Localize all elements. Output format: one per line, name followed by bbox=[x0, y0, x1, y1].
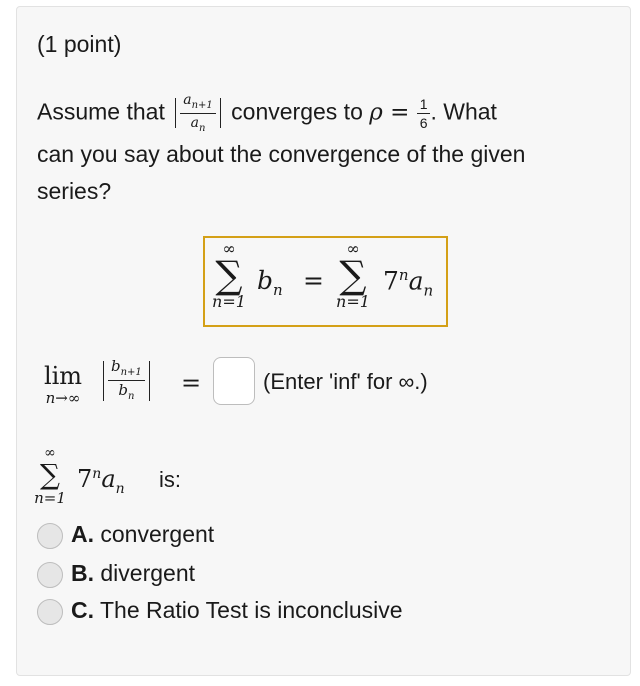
sum-right-bottom: n=1 bbox=[336, 292, 370, 311]
inf-hint: (Enter 'inf' for ∞.) bbox=[263, 369, 428, 394]
radio-b[interactable] bbox=[37, 562, 63, 588]
lim-den: b bbox=[118, 381, 128, 399]
lim-num-sub: n+1 bbox=[120, 367, 142, 378]
series-sum bbox=[33, 445, 67, 507]
question-suffix: . What bbox=[430, 98, 497, 125]
series-equation-box bbox=[203, 236, 448, 327]
question-line-3: series? bbox=[37, 178, 112, 204]
rho-num: 1 bbox=[417, 97, 431, 114]
ratio-num-sub: n+1 bbox=[191, 99, 213, 111]
sum-left-symbol: ∑ bbox=[215, 253, 243, 297]
lim-bar-right bbox=[149, 361, 150, 401]
series-base: 7 bbox=[77, 465, 93, 493]
abs-bar-left bbox=[175, 98, 176, 128]
lim-equals: = bbox=[181, 369, 202, 397]
sum-left-bottom: n=1 bbox=[212, 292, 246, 311]
question-card bbox=[16, 6, 631, 676]
sum-left-top: ∞ bbox=[222, 239, 236, 258]
series-sum-top: ∞ bbox=[44, 445, 56, 461]
left-term-b: b bbox=[257, 266, 274, 295]
converges-text: converges to bbox=[231, 98, 363, 125]
sum-right-symbol: ∑ bbox=[339, 253, 367, 297]
lim-sub: n→∞ bbox=[45, 389, 81, 407]
equals-sign: = bbox=[303, 266, 324, 295]
limit-ratio bbox=[99, 359, 154, 402]
points-label: (1 point) bbox=[37, 31, 122, 57]
rho-den: 6 bbox=[419, 114, 428, 131]
lim-fraction bbox=[108, 359, 145, 402]
right-sub: n bbox=[423, 281, 434, 300]
sum-right-top: ∞ bbox=[346, 239, 360, 258]
ratio-fraction bbox=[180, 93, 216, 134]
series-term bbox=[77, 465, 125, 497]
sum-right bbox=[333, 241, 373, 311]
sum-left bbox=[209, 241, 249, 311]
question-line-2: can you say about the convergence of the given bbox=[37, 141, 526, 167]
option-a-text: convergent bbox=[100, 521, 215, 547]
radio-a[interactable] bbox=[37, 523, 63, 549]
ratio-den-sub: n bbox=[198, 122, 206, 134]
right-base: 7 bbox=[383, 266, 399, 296]
option-b-text: divergent bbox=[100, 560, 196, 586]
abs-bar-right bbox=[220, 98, 221, 128]
radio-c[interactable] bbox=[37, 599, 63, 625]
limit-operator bbox=[33, 363, 93, 407]
rho-symbol: ρ = bbox=[369, 99, 417, 126]
series-exp: n bbox=[92, 466, 102, 482]
option-a-label bbox=[71, 521, 214, 548]
series-a: a bbox=[101, 465, 116, 493]
option-c-text: The Ratio Test is inconclusive bbox=[99, 597, 403, 623]
limit-answer-input[interactable] bbox=[213, 357, 255, 405]
lim-num: b bbox=[111, 357, 121, 375]
lim-word: lim bbox=[43, 362, 83, 390]
left-term bbox=[257, 266, 283, 299]
rho-fraction bbox=[417, 97, 431, 130]
series-sum-bottom: n=1 bbox=[34, 489, 66, 507]
option-c-letter: C. bbox=[71, 597, 94, 623]
ratio-den: a bbox=[190, 114, 199, 131]
question-prefix: Assume that bbox=[37, 98, 165, 125]
left-term-sub: n bbox=[273, 281, 283, 299]
lim-den-sub: n bbox=[127, 391, 135, 402]
option-c-label bbox=[71, 597, 403, 624]
right-term bbox=[383, 266, 433, 299]
question-line-1 bbox=[37, 93, 497, 134]
series-is: is: bbox=[159, 467, 181, 492]
right-a: a bbox=[408, 266, 424, 296]
series-sub: n bbox=[115, 480, 125, 497]
option-b-label bbox=[71, 560, 195, 587]
ratio-num: a bbox=[183, 92, 192, 108]
option-b-letter: B. bbox=[71, 560, 94, 586]
option-a-letter: A. bbox=[71, 521, 94, 547]
series-sum-symbol: ∑ bbox=[40, 458, 60, 491]
right-exp: n bbox=[398, 266, 409, 284]
lim-bar-left bbox=[103, 361, 104, 401]
